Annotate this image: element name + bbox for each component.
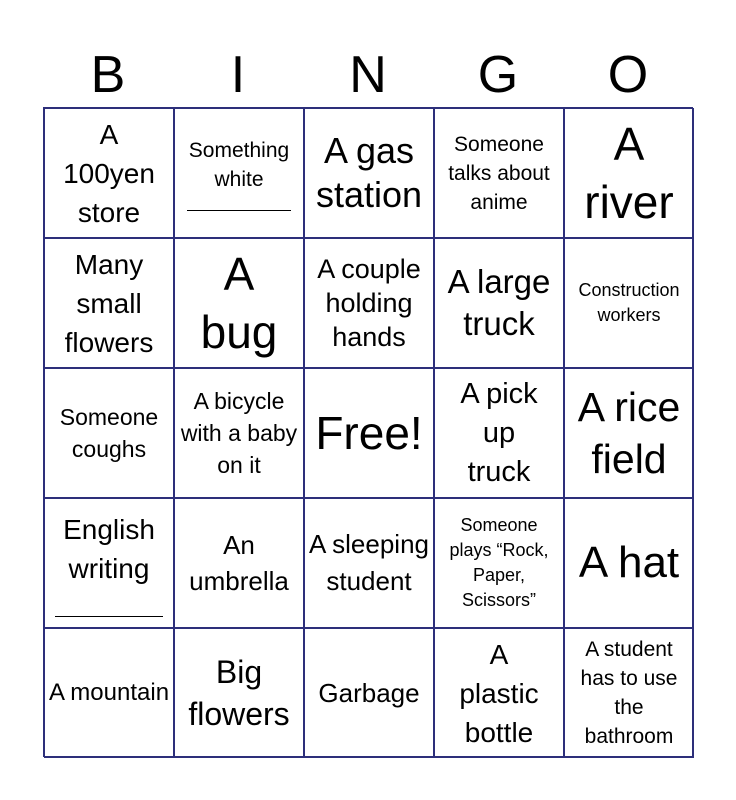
- bingo-header: [43, 42, 693, 108]
- bingo-cell[interactable]: [174, 238, 304, 368]
- bingo-cell[interactable]: [44, 238, 174, 368]
- bingo-cell[interactable]: [564, 498, 694, 628]
- bingo-cell[interactable]: [304, 108, 434, 238]
- bingo-cell[interactable]: [174, 628, 304, 758]
- bingo-cell[interactable]: [564, 628, 694, 758]
- bingo-cell[interactable]: [564, 368, 694, 498]
- cell-text: Garbage: [318, 678, 420, 708]
- bingo-board: [43, 107, 693, 757]
- cell-text: Construction workers: [578, 280, 680, 325]
- cell-text: Big flowers: [188, 654, 290, 732]
- cell-text: A mountain: [48, 679, 170, 706]
- bingo-cell[interactable]: [44, 498, 174, 628]
- bingo-cell[interactable]: [304, 498, 434, 628]
- cell-text: English writing: [63, 513, 155, 584]
- bingo-cell[interactable]: [304, 628, 434, 758]
- bingo-cell[interactable]: [434, 498, 564, 628]
- header-letter-o: O: [607, 46, 649, 104]
- blank-line: [55, 598, 163, 617]
- cell-text: An umbrella: [189, 530, 289, 596]
- header-letter-g: G: [477, 46, 519, 104]
- bingo-cell[interactable]: [434, 628, 564, 758]
- bingo-cell[interactable]: [304, 368, 434, 498]
- bingo-cell[interactable]: [434, 238, 564, 368]
- cell-text: Someone talks about anime: [448, 132, 550, 214]
- bingo-cell[interactable]: [564, 238, 694, 368]
- cell-text: Something white: [188, 138, 290, 191]
- cell-text: A 100yen store: [63, 118, 155, 228]
- cell-text: A student has to use the bathroom: [580, 638, 678, 748]
- blank-line: [187, 200, 291, 211]
- cell-text: Someone plays “Rock, Paper, Scissors”: [449, 515, 549, 610]
- cell-text: A bug: [200, 248, 278, 358]
- bingo-cell[interactable]: [434, 108, 564, 238]
- cell-text: A gas station: [315, 130, 423, 215]
- cell-text: A hat: [578, 538, 680, 587]
- bingo-cell[interactable]: [44, 368, 174, 498]
- cell-text: A pick up truck: [460, 377, 538, 488]
- bingo-cell[interactable]: [304, 238, 434, 368]
- cell-text: Many small flowers: [64, 248, 154, 358]
- bingo-cell[interactable]: [174, 108, 304, 238]
- bingo-cell[interactable]: [434, 368, 564, 498]
- cell-text: A plastic bottle: [459, 638, 539, 748]
- header-letter-i: I: [230, 46, 246, 104]
- cell-text: A couple holding hands: [317, 254, 421, 352]
- bingo-cell[interactable]: [44, 628, 174, 758]
- cell-text: A large truck: [447, 263, 551, 342]
- cell-text: Someone coughs: [59, 404, 159, 462]
- cell-text: A bicycle with a baby on it: [180, 388, 298, 478]
- bingo-cell[interactable]: [564, 108, 694, 238]
- bingo-cell[interactable]: [174, 368, 304, 498]
- cell-text: Free!: [315, 407, 423, 459]
- cell-text: A river: [584, 118, 674, 228]
- bingo-cell[interactable]: [174, 498, 304, 628]
- bingo-cell[interactable]: [44, 108, 174, 238]
- cell-text: A rice field: [577, 384, 681, 482]
- cell-text: A sleeping student: [309, 529, 429, 596]
- header-letter-n: N: [349, 46, 387, 104]
- header-letter-b: B: [90, 46, 126, 104]
